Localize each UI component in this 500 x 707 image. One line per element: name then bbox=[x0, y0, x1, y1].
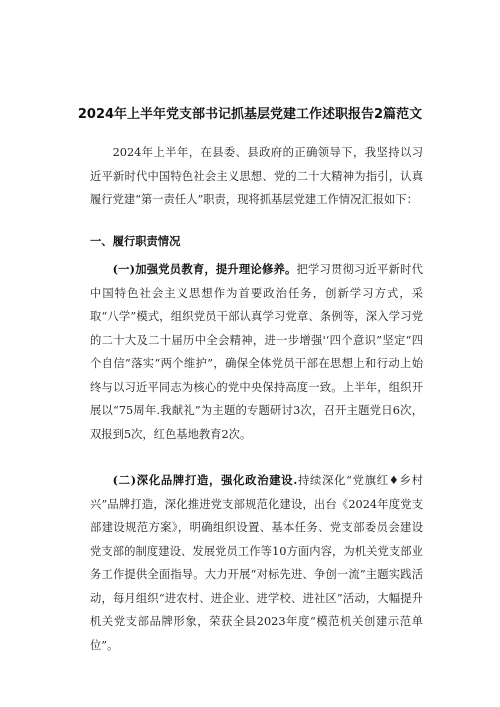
subsection-1-body: 把学习贯彻习近平新时代中国特色社会主义思想作为首要政治任务，创新学习方式，采取“八学”模式，组织党员干部认真学习党章、条例等，深入学习党的二十大及二十届历中全会精神，进一步增强'‘四个意识”坚定“四个自信”落实“两个维护”，确保全体党员干部在思想上和行动上始终与以习近平同志为核心的党中央保持高度一致。上半年，组织开展以“75周年.我献礼”为主题的专题研讨3次，召开主题党日6次，双报到5次，红色基地教育2次。 bbox=[90, 263, 424, 441]
document-title: 2024年上半年党支部书记抓基层党建工作述职报告2篇范文 bbox=[77, 107, 423, 122]
subsection-1-lead: (一)加强党员教育，提升理论修养。 bbox=[112, 262, 297, 276]
subsection-2-lead: (二)深化品牌打造，强化政治建设. bbox=[112, 473, 298, 487]
section-heading: 一、履行职责情况 bbox=[90, 234, 181, 248]
subsection-1-paragraph bbox=[90, 258, 423, 446]
subsection-2-paragraph bbox=[90, 469, 423, 657]
intro-paragraph: 2024年上半年，在县委、县政府的正确领导下，我坚持以习近平新时代中国特色社会主义思想、党的二十大精神为指引，认真履行党建“第一责任人”职责，现将抓基层党建工作情况汇报如下： bbox=[90, 146, 423, 206]
subsection-2-body: 持续深化“党旗红♦乡村兴”品牌打造，深化推进党支部规范化建设，出台《2024年度党支部建设规范方案》，明确组织设置、基本任务、党支部委员会建设党支部的制度建设、发展党员工作等10方面内容，为机关党支部业务工作提供全面指导。大力开展“对标先进、争创一流”主题实践活动，每月组织“进农村、进企业、进学校、进社区”活动，大幅提升机关党支部品牌形象，荣获全县2023年度“模范机关创建示范单位”。 bbox=[90, 474, 424, 652]
